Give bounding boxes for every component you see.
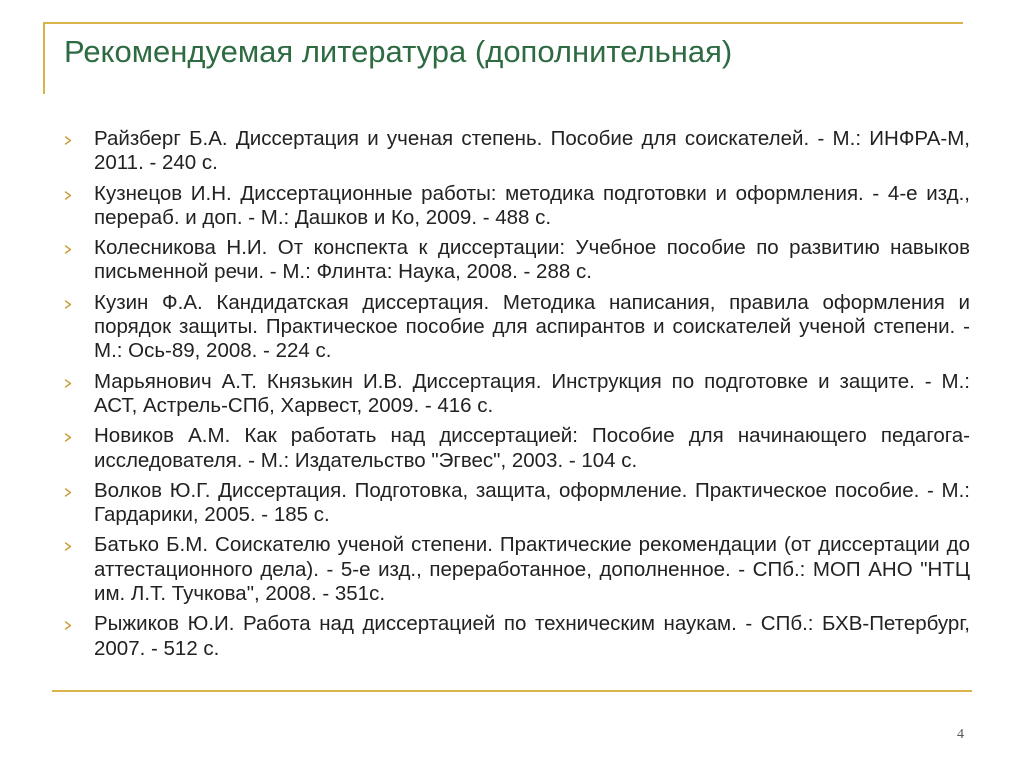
chevron-right-icon	[64, 136, 73, 145]
reference-text: Новиков А.М. Как работать над диссертацией: Пособие для начинающего педагога-исследователя. - М.: Издательство "Эгвес", 2003. - 104 с.	[94, 424, 970, 472]
reference-item	[64, 479, 970, 528]
slide-title: Рекомендуемая литература (дополнительная)	[64, 34, 733, 69]
reference-item	[64, 182, 970, 231]
reference-item	[64, 291, 970, 364]
chevron-right-icon	[64, 245, 73, 254]
reference-text: Рыжиков Ю.И. Работа над диссертацией по техническим наукам. - СПб.: БХВ-Петербург, 2007. - 512 с.	[94, 612, 970, 660]
reference-list	[64, 127, 970, 667]
reference-item	[64, 424, 970, 473]
reference-item	[64, 127, 970, 176]
reference-text: Райзберг Б.А. Диссертация и ученая степень. Пособие для соискателей. - М.: ИНФРА-М, 2011. - 240 с.	[94, 127, 970, 175]
reference-text: Батько Б.М. Соискателю ученой степени. Практические рекомендации (от диссертации до аттестационного дела). - 5-е изд., переработанное, дополненное. - СПб.: МОП АНО "НТЦ им. Л.Т. Тучкова", 2008. - 351с.	[94, 533, 970, 606]
reference-item	[64, 612, 970, 661]
chevron-right-icon	[64, 300, 73, 309]
chevron-right-icon	[64, 379, 73, 388]
top-divider	[43, 22, 963, 24]
reference-item	[64, 236, 970, 285]
reference-text: Колесникова Н.И. От конспекта к диссертации: Учебное пособие по развитию навыков письменной речи. - М.: Флинта: Наука, 2008. - 288 с.	[94, 236, 970, 284]
bottom-divider	[52, 690, 972, 692]
reference-item	[64, 533, 970, 606]
chevron-right-icon	[64, 191, 73, 200]
page-number: 4	[957, 727, 964, 742]
chevron-right-icon	[64, 433, 73, 442]
chevron-right-icon	[64, 621, 73, 630]
reference-text: Марьянович А.Т. Князькин И.В. Диссертация. Инструкция по подготовке и защите. - М.: АСТ, Астрель-СПб, Харвест, 2009. - 416 с.	[94, 369, 970, 417]
left-divider	[43, 22, 45, 94]
reference-text: Кузин Ф.А. Кандидатская диссертация. Методика написания, правила оформления и порядок защиты. Практическое пособие для аспирантов и соискателей ученой степени. - М.: Ось-89, 2008. - 224 с.	[94, 290, 970, 363]
chevron-right-icon	[64, 542, 73, 551]
reference-item	[64, 370, 970, 419]
reference-text: Волков Ю.Г. Диссертация. Подготовка, защита, оформление. Практическое пособие. - М.: Гардарики, 2005. - 185 с.	[94, 478, 970, 527]
reference-text: Кузнецов И.Н. Диссертационные работы: методика подготовки и оформления. - 4-е изд., перераб. и доп. - М.: Дашков и Ко, 2009. - 488 с.	[94, 181, 970, 229]
chevron-right-icon	[64, 488, 73, 497]
